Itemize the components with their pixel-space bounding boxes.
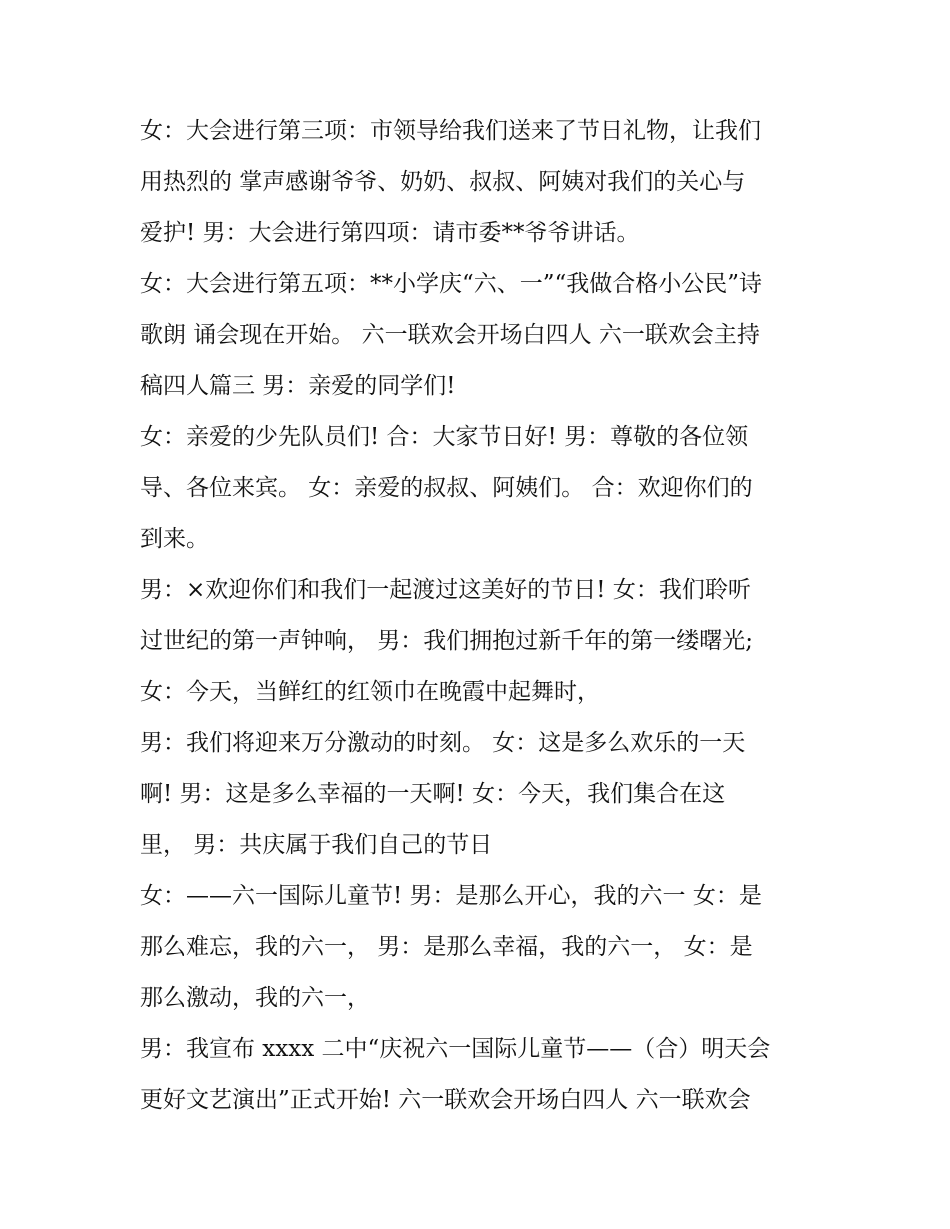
text-line: 男：×欢迎你们和我们一起渡过这美好的节日! 女：我们聆听: [140, 577, 751, 603]
text-line: 啊! 男：这是多么幸福的一天啊! 女：今天，我们集合在这: [140, 781, 726, 807]
text-line: 那么难忘，我的六一， 男：是那么幸福，我的六一， 女：是: [140, 934, 753, 960]
text-line: 用热烈的 掌声感谢爷爷、奶奶、叔叔、阿姨对我们的关心与: [140, 169, 746, 195]
text-line: 里， 男：共庆属于我们自己的节日: [140, 832, 493, 858]
text-line: 稿四人篇三 男：亲爱的同学们!: [140, 373, 456, 399]
text-line: 女：大会进行第五项：**小学庆“六、一”“我做合格小公民”诗: [140, 271, 763, 297]
text-line: 导、各位来宾。 女：亲爱的叔叔、阿姨们。 合：欢迎你们的: [140, 475, 753, 501]
text-line: 女：大会进行第三项：市领导给我们送来了节日礼物，让我们: [140, 118, 761, 144]
text-line: 女：今天，当鲜红的红领巾在晚霞中起舞时，: [140, 679, 600, 705]
text-line: 男：我们将迎来万分激动的时刻。 女：这是多么欢乐的一天: [140, 730, 746, 756]
text-line: 女：——六一国际儿童节! 男：是那么开心，我的六一 女：是: [140, 883, 762, 909]
text-line: 歌朗 诵会现在开始。 六一联欢会开场白四人 六一联欢会主持: [140, 322, 760, 348]
text-line: 爱护! 男：大会进行第四项：请市委**爷爷讲话。: [140, 220, 640, 246]
text-line: 过世纪的第一声钟响， 男：我们拥抱过新千年的第一缕曙光;: [140, 628, 754, 654]
text-line: 更好文艺演出”正式开始! 六一联欢会开场白四人 六一联欢会: [140, 1087, 751, 1113]
text-line: 男：我宣布 xxxx 二中“庆祝六一国际儿童节——（合）明天会: [140, 1036, 771, 1062]
text-line: 女：亲爱的少先队员们! 合：大家节日好! 男：尊敬的各位领: [140, 424, 749, 450]
document-body: [140, 106, 830, 1126]
text-line: 到来。: [140, 526, 209, 552]
text-line: 那么激动，我的六一，: [140, 985, 370, 1011]
